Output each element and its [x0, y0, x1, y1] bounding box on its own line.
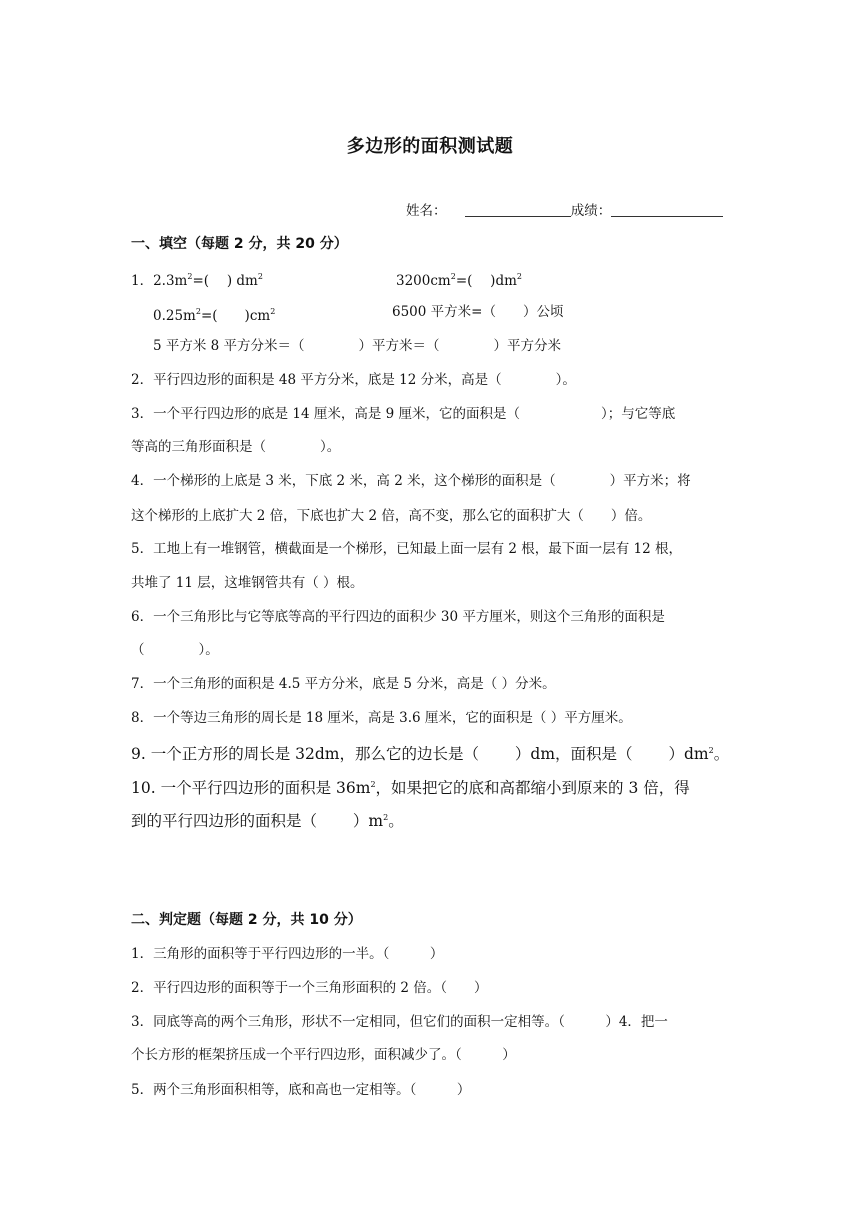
section-1-heading: 一、填空（每题 2 分，共 20 分） — [131, 236, 348, 252]
judge-5: 5．两个三角形面积相等，底和高也一定相等。（ ） — [131, 1082, 471, 1098]
question-5-line-1: 5．工地上有一堆钢管，横截面是一个梯形，已知最上面一层有 2 根，最下面一层有 12 根， — [131, 541, 683, 557]
question-5-line-2: 共堆了 11 层，这堆钢管共有（ ）根。 — [131, 575, 364, 591]
q9-sup: 2 — [708, 746, 714, 755]
question-8: 8．一个等边三角形的周长是 18 厘米，高是 3.6 厘米，它的面积是（ ）平方厘米。 — [131, 710, 632, 726]
q1-a-mid: =( ) dm — [192, 273, 258, 289]
q1-a-sup2: 2 — [257, 272, 263, 281]
q1-item-a — [131, 268, 263, 290]
name-blank[interactable] — [465, 202, 571, 217]
q1-item-e: 5 平方米 8 平方分米＝（ ）平方米＝（ ）平方分米 — [153, 338, 562, 354]
q10-line1-sup: 2 — [370, 780, 376, 789]
question-4-line-2: 这个梯形的上底扩大 2 倍，下底也扩大 2 倍，高不变，那么它的面积扩大（ ）倍。 — [131, 508, 652, 524]
q1-item-d: 6500 平方米=（ ）公顷 — [392, 304, 564, 320]
q1-item-b — [396, 268, 522, 290]
q10-line2-sup: 2 — [383, 813, 389, 822]
q1-b-sup1: 2 — [450, 272, 456, 281]
q9-text: 9. 一个正方形的周长是 32dm，那么它的边长是（ ）dm，面积是（ ）dm — [131, 745, 709, 763]
page-title: 多边形的面积测试题 — [346, 136, 514, 157]
q9-end: 。 — [713, 745, 730, 763]
question-3-line-1: 3．一个平行四边形的底是 14 厘米，高是 9 厘米，它的面积是（ ）；与它等底 — [131, 406, 676, 422]
q1-item-c — [153, 303, 275, 325]
q1-a-left: 1．2.3m — [131, 273, 188, 289]
question-7: 7．一个三角形的面积是 4.5 平方分米，底是 5 分米，高是（ ）分米。 — [131, 676, 556, 692]
student-info — [406, 202, 723, 220]
q10-line1-pre: 10. 一个平行四边形的面积是 36m — [131, 779, 371, 797]
q1-a-sup1: 2 — [187, 272, 193, 281]
score-label: 成绩： — [570, 203, 612, 219]
question-10-line-1 — [131, 776, 731, 797]
score-blank[interactable] — [611, 202, 723, 217]
judge-1: 1．三角形的面积等于平行四边形的一半。（ ） — [131, 946, 444, 962]
q1-c-mid: =( )cm — [200, 308, 271, 324]
question-6-line-1: 6．一个三角形比与它等底等高的平行四边的面积少 30 平方厘米，则这个三角形的面积是 — [131, 609, 665, 625]
q1-c-left: 0.25m — [153, 308, 196, 324]
judge-3-line-1: 3．同底等高的两个三角形，形状不一定相同，但它们的面积一定相等。（ ）4．把一 — [131, 1014, 668, 1030]
q1-b-sup2: 2 — [516, 272, 522, 281]
judge-2: 2．平行四边形的面积等于一个三角形面积的 2 倍。（ ） — [131, 980, 488, 996]
q1-c-sup1: 2 — [195, 307, 201, 316]
question-4-line-1: 4．一个梯形的上底是 3 米，下底 2 米，高 2 米，这个梯形的面积是（ ）平方米；将 — [131, 473, 691, 489]
q10-line2-pre: 到的平行四边形的面积是（ ）m — [131, 812, 384, 830]
q10-line1-post: ，如果把它的底和高都缩小到原来的 3 倍，得 — [375, 779, 690, 797]
question-2: 2．平行四边形的面积是 48 平方分米，底是 12 分米，高是（ ）。 — [131, 372, 576, 388]
question-10-line-2 — [131, 809, 731, 830]
question-3-line-2: 等高的三角形面积是（ ）。 — [131, 439, 341, 455]
name-label: 姓名： — [406, 203, 447, 219]
judge-3-line-2: 个长方形的框架挤压成一个平行四边形，面积减少了。（ ） — [131, 1047, 516, 1063]
q1-b-mid: =( )dm — [455, 273, 517, 289]
section-2-heading: 二、判定题（每题 2 分，共 10 分） — [131, 912, 362, 928]
question-6-line-2: （ ）。 — [131, 642, 219, 658]
q1-c-sup2: 2 — [270, 307, 276, 316]
q10-line2-post: 。 — [388, 812, 404, 830]
question-9 — [131, 742, 731, 763]
q1-b-left: 3200cm — [396, 273, 451, 289]
